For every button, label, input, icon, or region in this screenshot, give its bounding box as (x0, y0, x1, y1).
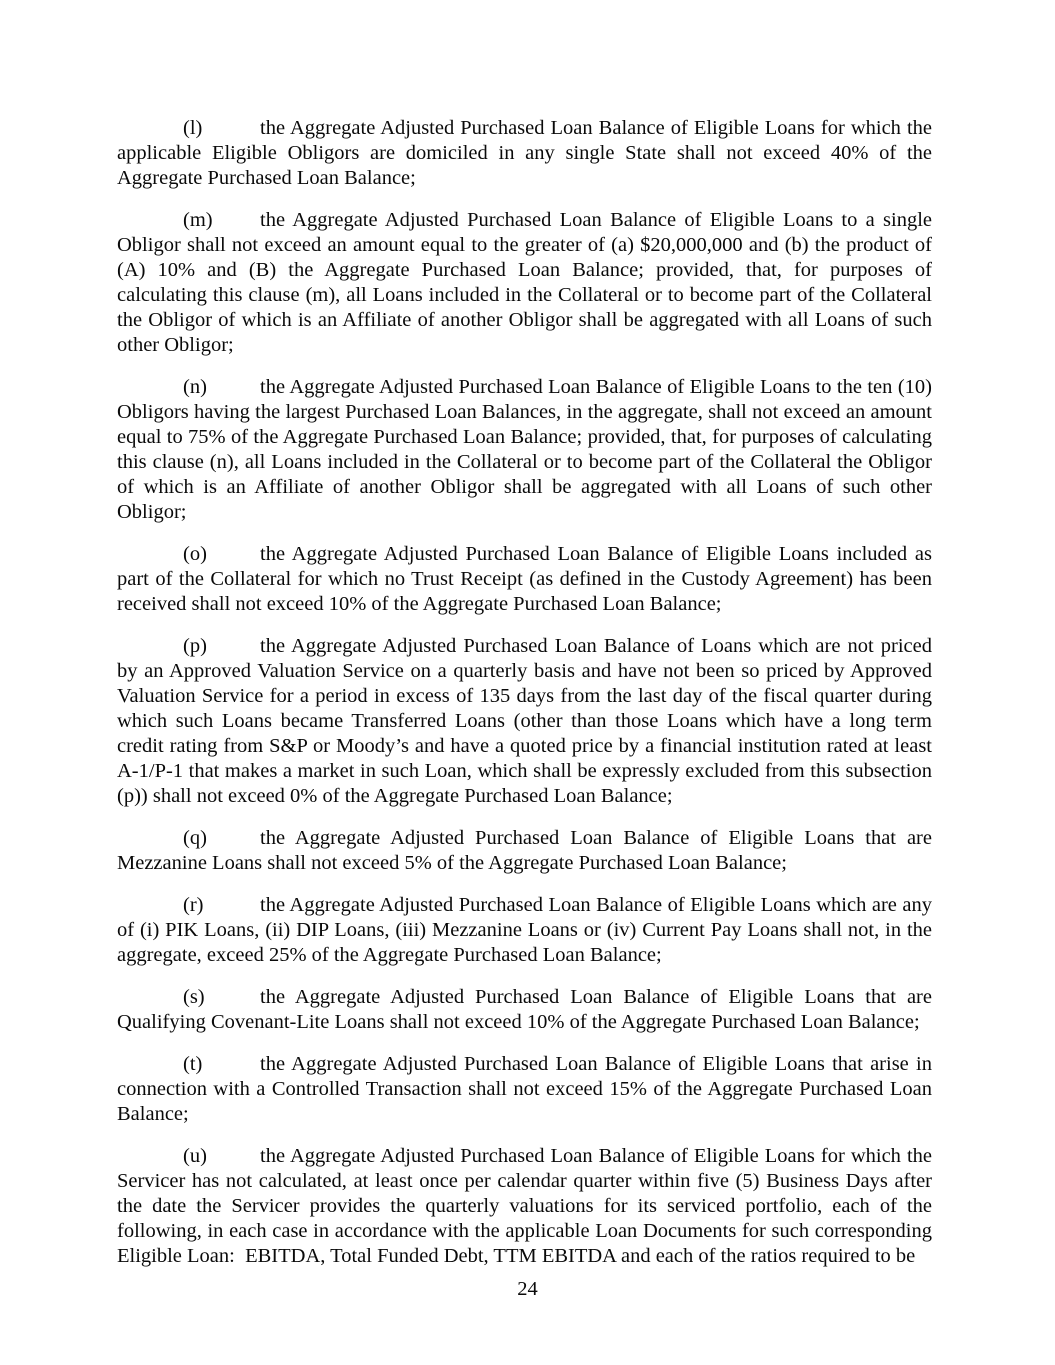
paragraph-n-text: the Aggregate Adjusted Purchased Loan Balance of Eligible Loans to the ten (10) Obligors having the largest Purchased Loan Balances, in the aggregate, shall not exceed an amount equal to 75% of the Aggregate Purchased Loan Balance; provided, that, for purposes of calculating this clause (n), all Loans included in the Collateral or to become part of the Collateral the Obligor of which is an Affiliate of another Obligor shall be aggregated with all Loans of such other Obligor; (117, 376, 932, 523)
paragraph-q-label: (q) (183, 827, 207, 849)
paragraph-q-text: the Aggregate Adjusted Purchased Loan Balance of Eligible Loans that are Mezzanine Loans shall not exceed 5% of the Aggregate Purchased Loan Balance; (117, 827, 932, 874)
paragraph-p-text: the Aggregate Adjusted Purchased Loan Balance of Loans which are not priced by an Approved Valuation Service on a quarterly basis and have not been so priced by Approved Valuation Service for a period in excess of 135 days from the last day of the fiscal quarter during which such Loans became Transferred Loans (other than those Loans which have a long term credit rating from S&P or Moody’s and have a quoted price by a financial institution rated at least A-1/P-1 that makes a market in such Loan, which shall be expressly excluded from this subsection (p)) shall not exceed 0% of the Aggregate Purchased Loan Balance; (117, 635, 932, 807)
paragraph-p (117, 634, 932, 809)
paragraph-n (117, 375, 932, 525)
page-number: 24 (517, 1278, 538, 1300)
paragraph-r-label: (r) (183, 894, 204, 916)
paragraph-u-text: the Aggregate Adjusted Purchased Loan Balance of Eligible Loans for which the Servicer has not calculated, at least once per calendar quarter within five (5) Business Days after the date the Servicer provides the quarterly valuations for its serviced portfolio, each of the following, in each case in accordance with the applicable Loan Documents for such corresponding Eligible Loan: EBITDA, Total Funded Debt, TTM EBITDA and each of the ratios required to be (117, 1145, 932, 1267)
paragraph-t-label: (t) (183, 1053, 203, 1075)
paragraph-l-label: (l) (183, 117, 203, 139)
paragraph-l-text: the Aggregate Adjusted Purchased Loan Balance of Eligible Loans for which the applicable Eligible Obligors are domiciled in any single State shall not exceed 40% of the Aggregate Purchased Loan Balance; (117, 117, 932, 189)
paragraph-r (117, 893, 932, 968)
paragraph-r-text: the Aggregate Adjusted Purchased Loan Balance of Eligible Loans which are any of (i) PIK Loans, (ii) DIP Loans, (iii) Mezzanine Loans or (iv) Current Pay Loans shall not, in the aggregate, exceed 25% of the Aggregate Purchased Loan Balance; (117, 894, 932, 966)
paragraph-t (117, 1052, 932, 1127)
paragraph-s-label: (s) (183, 986, 205, 1008)
paragraph-n-label: (n) (183, 376, 207, 398)
paragraph-t-text: the Aggregate Adjusted Purchased Loan Balance of Eligible Loans that arise in connection with a Controlled Transaction shall not exceed 15% of the Aggregate Purchased Loan Balance; (117, 1053, 932, 1125)
paragraph-s-text: the Aggregate Adjusted Purchased Loan Balance of Eligible Loans that are Qualifying Covenant-Lite Loans shall not exceed 10% of the Aggregate Purchased Loan Balance; (117, 986, 932, 1033)
paragraph-s (117, 985, 932, 1035)
paragraph-u (117, 1144, 932, 1269)
paragraph-u-label: (u) (183, 1145, 207, 1167)
paragraph-o-text: the Aggregate Adjusted Purchased Loan Balance of Eligible Loans included as part of the Collateral for which no Trust Receipt (as defined in the Custody Agreement) has been received shall not exceed 10% of the Aggregate Purchased Loan Balance; (117, 543, 932, 615)
paragraph-o (117, 542, 932, 617)
paragraph-p-label: (p) (183, 635, 207, 657)
paragraph-m (117, 208, 932, 358)
paragraph-l (117, 116, 932, 191)
paragraph-q (117, 826, 932, 876)
paragraph-o-label: (o) (183, 543, 207, 565)
paragraph-m-text: the Aggregate Adjusted Purchased Loan Balance of Eligible Loans to a single Obligor shall not exceed an amount equal to the greater of (a) $20,000,000 and (b) the product of (A) 10% and (B) the Aggregate Purchased Loan Balance; provided, that, for purposes of calculating this clause (m), all Loans included in the Collateral or to become part of the Collateral the Obligor of which is an Affiliate of another Obligor shall be aggregated with all Loans of such other Obligor; (117, 209, 932, 356)
paragraph-m-label: (m) (183, 209, 213, 231)
